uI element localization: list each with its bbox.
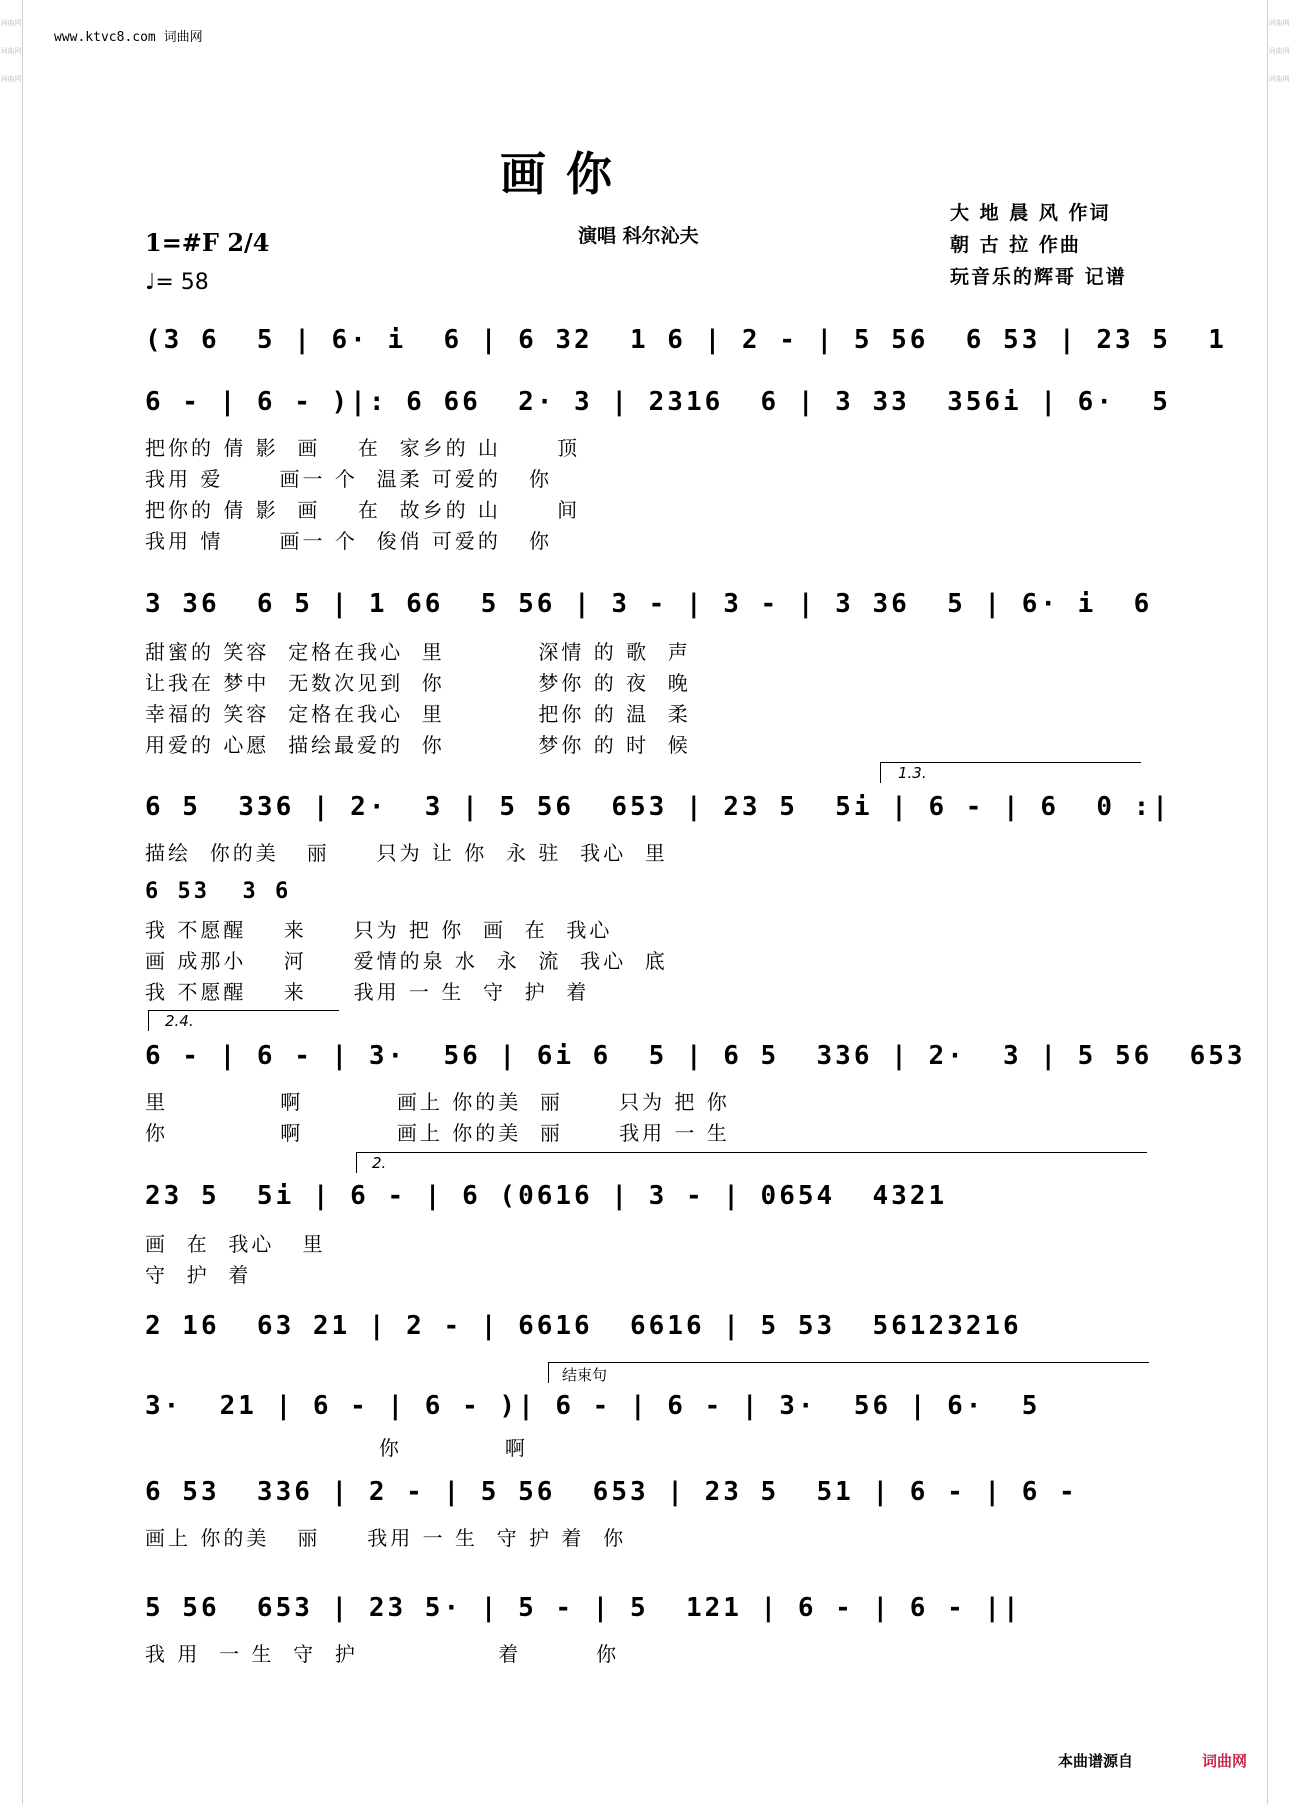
volta-label: 2.4. bbox=[165, 1012, 194, 1030]
site-watermark: www.ktvc8.com 词曲网 bbox=[54, 30, 203, 45]
lyric-line: 你 啊 画上 你的美 丽 我用 一 生 bbox=[145, 1121, 730, 1145]
score-row bbox=[145, 1472, 1290, 1528]
site-link[interactable]: 词曲网 bbox=[1202, 1752, 1248, 1770]
score-row bbox=[145, 584, 1290, 640]
side-mark: 词曲网 bbox=[1268, 75, 1290, 83]
score-row bbox=[145, 1176, 1290, 1232]
lyric-line: 里 啊 画上 你的美 丽 只为 把 你 bbox=[145, 1090, 730, 1114]
side-mark: 词曲网 bbox=[1268, 47, 1290, 55]
volta-label: 1.3. bbox=[898, 764, 927, 782]
volta-bracket bbox=[548, 1362, 1149, 1383]
score-row bbox=[145, 1588, 1290, 1644]
side-mark: 词曲网 bbox=[0, 47, 22, 55]
notation-line: 6 53 3 6 bbox=[145, 879, 292, 904]
notation-line: 2 16 63 21 | 2 - | 6616 6616 | 5 53 56123216 bbox=[145, 1311, 1022, 1341]
notation-line: 6 53 336 | 2 - | 5 56 653 | 23 5 51 | 6 - | 6 - bbox=[145, 1477, 1078, 1507]
lyric-line: 甜蜜的 笑容 定格在我心 里 深情 的 歌 声 bbox=[145, 640, 691, 664]
composer-credit: 朝 古 拉 作曲 bbox=[950, 234, 1081, 256]
notation-line: 23 5 5i | 6 - | 6 (0616 | 3 - | 0654 4321 bbox=[145, 1181, 948, 1211]
volta-bracket bbox=[356, 1152, 1147, 1173]
key-signature: 1=#F 2/4 bbox=[145, 228, 270, 257]
singer-credit: 演唱 科尔沁夫 bbox=[578, 225, 699, 247]
lyric-line: 我 不愿醒 来 只为 把 你 画 在 我心 bbox=[145, 918, 613, 942]
lyric-line: 用爱的 心愿 描绘最爱的 你 梦你 的 时 候 bbox=[145, 733, 691, 757]
lyricist-credit: 大 地 晨 风 作词 bbox=[950, 202, 1111, 224]
lyric-line: 把你的 倩 影 画 在 家乡的 山 顶 bbox=[145, 436, 581, 460]
lyric-line: 我用 情 画一 个 俊俏 可爱的 你 bbox=[145, 529, 553, 553]
notation-line: 3 36 6 5 | 1 66 5 56 | 3 - | 3 - | 3 36 5 | 6· i 6 bbox=[145, 589, 1153, 619]
notation-line: (3 6 5 | 6· i 6 | 6 32 1 6 | 2 - | 5 56 6 53 | 23 5 1 bbox=[145, 325, 1227, 355]
lyric-line: 我 不愿醒 来 我用 一 生 守 护 着 bbox=[145, 980, 590, 1004]
ending-label: 结束句 bbox=[562, 1366, 608, 1384]
lyric-line: 幸福的 笑容 定格在我心 里 把你 的 温 柔 bbox=[145, 702, 691, 726]
tempo-marking: ♩= 58 bbox=[145, 270, 209, 295]
lyric-line: 画上 你的美 丽 我用 一 生 守 护 着 你 bbox=[145, 1526, 627, 1550]
lyric-line: 画 在 我心 里 bbox=[145, 1232, 326, 1256]
notation-line: 5 56 653 | 23 5· | 5 - | 5 121 | 6 - | 6 - || bbox=[145, 1593, 1022, 1623]
lyric-line: 画 成那小 河 爱情的泉 水 永 流 我心 底 bbox=[145, 949, 668, 973]
score-row bbox=[145, 787, 1290, 843]
volta-label: 2. bbox=[372, 1154, 387, 1172]
lyric-line: 我 用 一 生 守 护 着 你 bbox=[145, 1642, 620, 1666]
lyric-line: 守 护 着 bbox=[145, 1263, 252, 1287]
song-title: 画 你 bbox=[500, 147, 615, 201]
lyric-line: 让我在 梦中 无数次见到 你 梦你 的 夜 晚 bbox=[145, 671, 691, 695]
side-mark: 词曲网 bbox=[1268, 19, 1290, 27]
lyric-line: 你 啊 bbox=[145, 1436, 528, 1460]
notation-line: 6 - | 6 - | 3· 56 | 6i 6 5 | 6 5 336 | 2· 3 | 5 56 653 bbox=[145, 1041, 1246, 1071]
lyric-line: 我用 爱 画一 个 温柔 可爱的 你 bbox=[145, 467, 553, 491]
score-row bbox=[145, 382, 1290, 438]
notation-line: 3· 21 | 6 - | 6 - )| 6 - | 6 - | 3· 56 | 6· 5 bbox=[145, 1391, 1041, 1421]
transcriber-credit: 玩音乐的辉哥 记谱 bbox=[950, 266, 1127, 288]
score-row bbox=[145, 320, 1290, 376]
notation-line: 6 - | 6 - )|: 6 66 2· 3 | 2316 6 | 3 33 356i | 6· 5 bbox=[145, 387, 1171, 417]
score-row bbox=[145, 1036, 1290, 1092]
lyric-line: 把你的 倩 影 画 在 故乡的 山 间 bbox=[145, 498, 581, 522]
notation-line: 6 5 336 | 2· 3 | 5 56 653 | 23 5 5i | 6 - | 6 0 :| bbox=[145, 792, 1171, 822]
left-watermark-strip bbox=[0, 0, 23, 1804]
side-mark: 词曲网 bbox=[0, 19, 22, 27]
source-note: 本曲谱源自 bbox=[1058, 1752, 1134, 1770]
side-mark: 词曲网 bbox=[0, 75, 22, 83]
lyric-line: 描绘 你的美 丽 只为 让 你 永 驻 我心 里 bbox=[145, 841, 668, 865]
score-row bbox=[145, 872, 1290, 912]
score-row bbox=[145, 1306, 1290, 1362]
